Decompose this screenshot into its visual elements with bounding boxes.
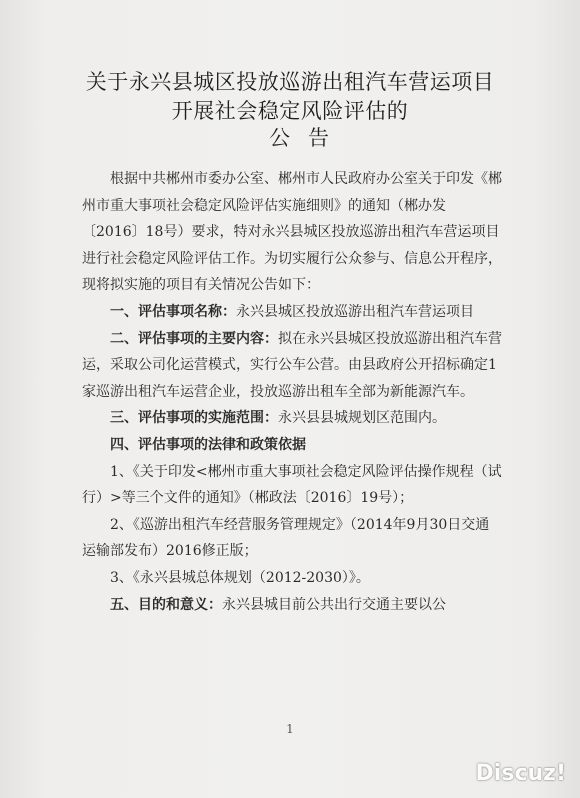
section-4-item-2: 2、《巡游出租汽车经营服务管理规定》（2014年9月30日交通运输部发布）2016修正版； xyxy=(82,516,490,560)
section-3 xyxy=(82,405,502,432)
page-number: 1 xyxy=(286,722,294,736)
section-1-text: 永兴县城区投放巡游出租汽车营运项目 xyxy=(236,303,474,320)
section-1 xyxy=(82,299,502,326)
section-4-item-3: 3、《永兴县城总体规划（2012-2030）》。 xyxy=(110,569,370,586)
section-5-label: 五、目的和意义： xyxy=(110,596,222,613)
document-body xyxy=(82,166,502,618)
title-line-1: 关于永兴县城区投放巡游出租汽车营运项目 xyxy=(85,70,495,94)
section-5-text: 永兴县城目前公共出行交通主要以公 xyxy=(222,596,446,613)
title-line-3: 公告 xyxy=(269,126,347,150)
section-4-item-1: 1、《关于印发<郴州市重大事项社会稳定风险评估操作规程（试行）>等三个文件的通知》（郴政法〔2016〕19号）； xyxy=(82,463,502,507)
title-line-2: 开展社会稳定风险评估的 xyxy=(171,99,409,123)
section-2-label: 二、评估事项的主要内容： xyxy=(110,330,278,347)
section-1-label: 一、评估事项名称： xyxy=(110,303,236,320)
section-3-text: 永兴县县城规划区范围内。 xyxy=(278,410,446,427)
section-2 xyxy=(82,326,502,406)
section-2-text: 拟在永兴县城区投放巡游出租汽车营运，采取公司化运营模式，实行公车公营。由县政府公开招标确定1家巡游出租汽车运营企业，投放巡游出租车全部为新能源汽车。 xyxy=(82,330,502,400)
section-5 xyxy=(82,592,502,619)
section-4-label: 四、评估事项的法律和政策依据 xyxy=(110,436,306,453)
intro-paragraph: 根据中共郴州市委办公室、郴州市人民政府办公室关于印发《郴州市重大事项社会稳定风险评估实施细则》的通知（郴办发〔2016〕18号）要求，特对永兴县城区投放巡游出租汽车营运项目进行社会稳定风险评估工作。为切实履行公众参与、信息公开程序，现将拟实施的项目有关情况公告如下： xyxy=(82,171,502,294)
discuz-watermark: Discuz! xyxy=(475,761,566,786)
section-3-label: 三、评估事项的实施范围： xyxy=(110,410,278,427)
